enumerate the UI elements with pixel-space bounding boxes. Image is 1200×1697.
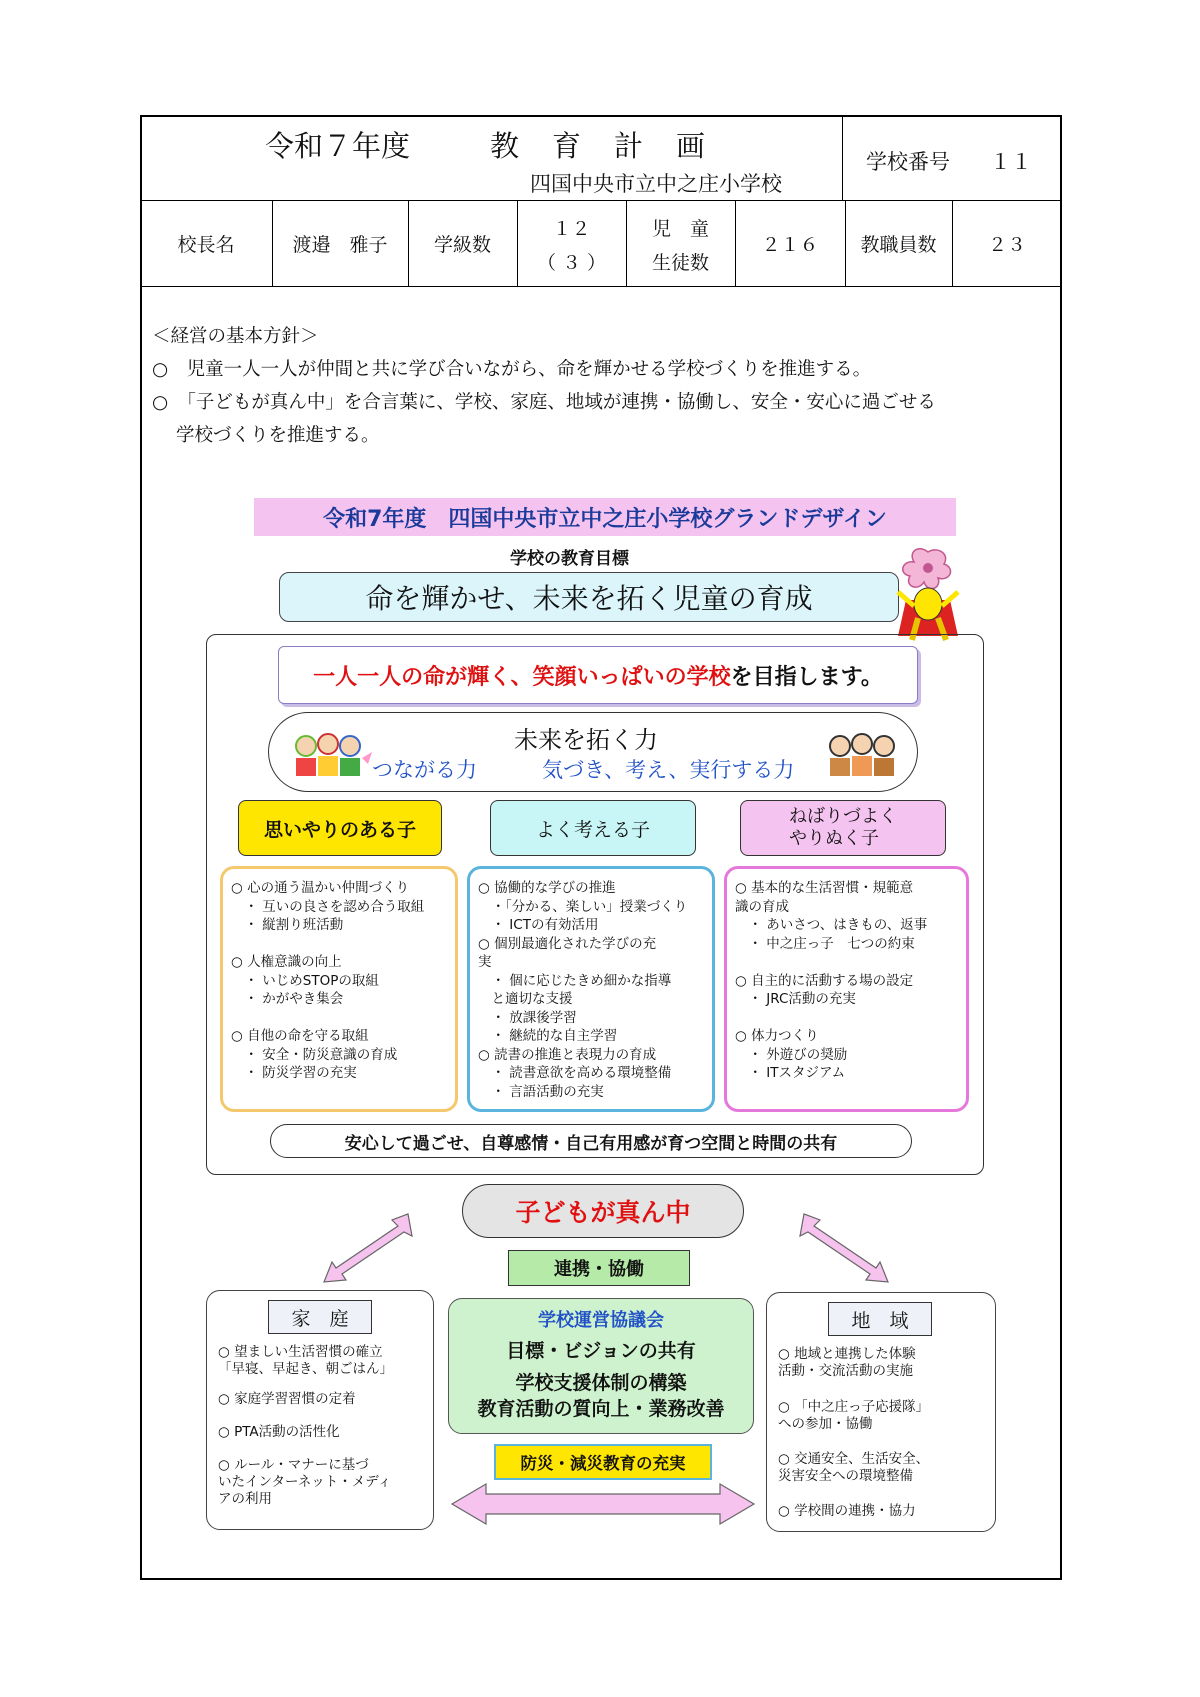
staff-value: ２３ xyxy=(987,233,1026,256)
principal-name: 渡邉 雅子 xyxy=(292,233,388,256)
principal-label: 校長名 xyxy=(177,233,235,256)
list-item xyxy=(231,935,447,954)
community-list xyxy=(778,1346,992,1520)
council-line: 教育活動の質向上・業務改善 xyxy=(477,1398,725,1420)
policy-item-cont: 学校づくりを推進する。 xyxy=(176,425,380,446)
banner-text: を目指します。 xyxy=(730,664,883,690)
title-year: 令和７年度 xyxy=(265,129,411,163)
students-label: 児 童 xyxy=(651,217,709,240)
list-item: ○ 自他の命を守る取組 xyxy=(231,1028,369,1044)
page-title: 教 育 計 画 xyxy=(490,129,708,163)
double-arrow-icon xyxy=(792,1210,892,1286)
list-item: ○ 交通安全、生活安全、 災害安全への環境整備 xyxy=(778,1451,930,1484)
school-number-label: 学校番号 xyxy=(866,150,950,174)
school-number: １１ xyxy=(990,150,1032,174)
list-item: ・ いじめSTOPの取組 xyxy=(231,972,379,989)
column-box xyxy=(724,866,969,1112)
list-item: ・ ITスタジアム xyxy=(735,1065,846,1081)
column-header: ねばりづよく やりぬく子 xyxy=(740,800,946,856)
list-item: ○ ルール・マナーに基づ いたインターネット・メディ アの利用 xyxy=(218,1457,392,1507)
children-illustration-icon xyxy=(828,730,900,780)
future-right: 気づき、考え、実行する力 xyxy=(542,758,795,782)
classes-sub: （ ３ ） xyxy=(536,251,607,274)
shared-space: 安心して過ごせ、自尊感情・自己有用感が育つ空間と時間の共有 xyxy=(270,1124,912,1158)
center-oval: 子どもが真ん中 xyxy=(462,1184,744,1238)
list-item: ・「分かる、楽しい」授業づくり xyxy=(478,898,688,915)
list-item: ○ 望ましい生活習慣の確立 「早寝、早起き、朝ごはん」 xyxy=(218,1344,393,1377)
policy-heading: ＜経営の基本方針＞ xyxy=(152,326,319,347)
list-item: ・ 読書意欲を高める環境整備 xyxy=(478,1065,672,1081)
list-item: ・ 中之庄っ子 七つの約束 xyxy=(735,935,915,952)
list-item: ・ 継続的な自主学習 xyxy=(478,1028,618,1044)
list-item: ○ 学校間の連携・協力 xyxy=(778,1503,916,1519)
column-header: 思いやりのある子 xyxy=(238,800,442,856)
goal-label: 学校の教育目標 xyxy=(510,549,629,569)
banner-highlight: 一人一人の命が輝く、笑顔いっぱいの学校 xyxy=(313,664,731,690)
policy-item: ○ 「子どもが真ん中」を合言葉に、学校、家庭、地域が連携・協働し、安全・安心に過ごせる xyxy=(152,392,936,413)
list-item: ○ 体力つくり xyxy=(735,1028,819,1044)
list-item: ○ 地域と連携した体験 活動・交流活動の実施 xyxy=(778,1346,916,1379)
list-item: 識の育成 xyxy=(735,898,789,915)
list-item: と適切な支援 xyxy=(478,991,573,1007)
family-label: 家 庭 xyxy=(268,1300,372,1334)
students-label-2: 生徒数 xyxy=(651,251,709,274)
list-item: ・ 放課後学習 xyxy=(478,1009,577,1026)
policy-item: ○ 児童一人一人が仲間と共に学び合いながら、命を輝かせる学校づくりを推進する。 xyxy=(152,359,872,380)
council-line: 学校支援体制の構築 xyxy=(515,1372,687,1394)
grand-design-title: 令和7年度 四国中央市立中之庄小学校グランドデザイン xyxy=(254,498,956,536)
list-item: 実 xyxy=(478,954,492,970)
staff-label: 教職員数 xyxy=(860,233,937,256)
list-item: ・ 互いの良さを認め合う取組 xyxy=(231,898,425,915)
double-arrow-icon xyxy=(320,1210,420,1286)
scroll-banner xyxy=(278,646,918,704)
list-item: ○ 読書の推進と表現力の育成 xyxy=(478,1046,657,1063)
list-item: ・ 個に応じたきめ細かな指導 xyxy=(478,972,672,989)
list-item: ○ 人権意識の向上 xyxy=(231,954,342,970)
council-title: 学校運営協議会 xyxy=(538,1310,664,1331)
family-list xyxy=(218,1344,430,1508)
partnership-label: 連携・協働 xyxy=(508,1250,690,1286)
column-box xyxy=(467,866,715,1112)
education-goal: 命を輝かせ、未来を拓く児童の育成 xyxy=(279,572,899,622)
list-item xyxy=(735,953,958,972)
list-item: ・ ICTの有効活用 xyxy=(478,917,599,933)
council-line: 目標・ビジョンの共有 xyxy=(506,1340,696,1362)
list-item: ・ 安全・防災意識の育成 xyxy=(231,1046,398,1063)
double-arrow-icon xyxy=(450,1482,756,1526)
list-item: ・ 外遊びの奨励 xyxy=(735,1046,848,1063)
list-item: ・ かがやき集会 xyxy=(231,991,344,1007)
column-box xyxy=(220,866,458,1112)
children-illustration-icon xyxy=(292,730,376,780)
list-item xyxy=(735,1009,958,1028)
list-item: ・ 縦割り班活動 xyxy=(231,917,344,933)
header-col-divider xyxy=(842,115,843,200)
list-item: ・ JRC活動の充実 xyxy=(735,991,856,1007)
list-item: ○ 「中之庄っ子応援隊」 への参加・協働 xyxy=(778,1399,930,1432)
classes-label: 学級数 xyxy=(433,233,491,256)
students-value: ２１６ xyxy=(761,233,819,256)
list-item: ○ 心の通う温かい仲間づくり xyxy=(231,880,410,896)
list-item: ・ あいさつ、はきもの、返事 xyxy=(735,917,928,933)
list-item: ○ PTA活動の活性化 xyxy=(218,1424,340,1440)
community-label: 地 域 xyxy=(828,1302,932,1336)
list-item: ○ 協働的な学びの推進 xyxy=(478,880,616,896)
list-item: ○ 家庭学習習慣の定着 xyxy=(218,1391,356,1407)
list-item: ・ 言語活動の充実 xyxy=(478,1083,604,1100)
info-divider xyxy=(140,286,1062,287)
disaster-education: 防災・減災教育の充実 xyxy=(494,1444,712,1480)
column-header: よく考える子 xyxy=(490,800,696,856)
list-item: ○ 自主的に活動する場の設定 xyxy=(735,972,914,989)
future-left: つながる力 xyxy=(372,758,477,782)
mascot-icon xyxy=(888,544,968,644)
list-item: ○ 個別最適化された学びの充 xyxy=(478,935,657,952)
school-name: 四国中央市立中之庄小学校 xyxy=(530,172,782,196)
list-item: ・ 防災学習の充実 xyxy=(231,1065,357,1081)
list-item: ○ 基本的な生活習慣・規範意 xyxy=(735,880,914,896)
list-item xyxy=(231,1009,447,1028)
future-title: 未来を拓く力 xyxy=(514,726,658,754)
classes-value: １２ xyxy=(552,217,591,240)
